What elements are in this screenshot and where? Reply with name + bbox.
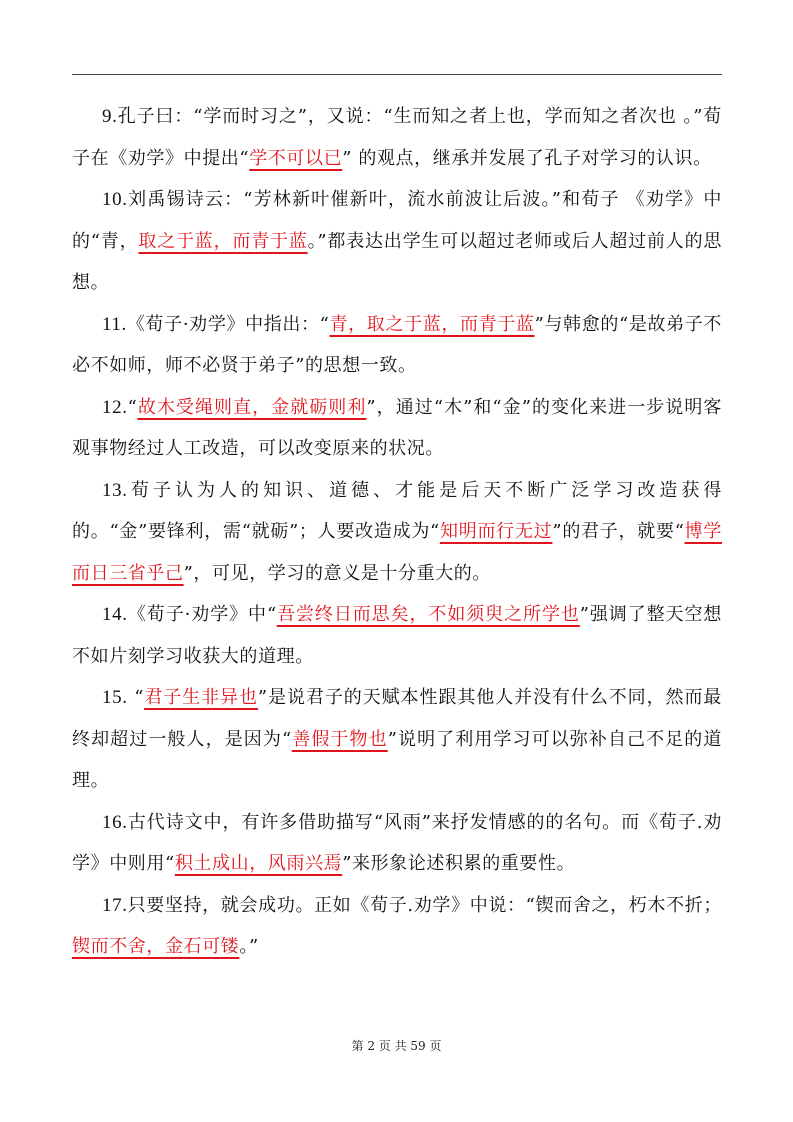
question-text: 孔子曰：“学而时习之”，又说：“生而知之者上也，学而知之者次也 。”荀子在《劝学》中提出“ — [72, 106, 722, 169]
question-number: 14. — [102, 604, 128, 625]
question-text: “ — [127, 396, 138, 418]
question-text: ”的君子，就要“ — [552, 521, 685, 542]
question-number: 15. — [102, 687, 128, 708]
question-item — [72, 387, 722, 470]
question-item — [72, 179, 722, 304]
question-text: 。”都表达出学生可以超过老师或后人超过前人的思想。 — [72, 230, 722, 293]
question-number: 17. — [102, 894, 128, 916]
question-number: 9. — [102, 106, 118, 127]
question-text: 荀子认为人的知识、道德、才能是后天不断广泛学习改造获得的。“金”要锋利，需“就砺”；人要改造成为“ — [72, 479, 722, 542]
question-item — [72, 96, 722, 179]
question-text: ”是说君子的天赋本性跟其他人并没有什么不同，然而最终却超过一般人，是因为“ — [72, 687, 722, 750]
page-number: 第 2 页 共 59 页 — [351, 1039, 442, 1053]
question-text: ”，可见，学习的意义是十分重大的。 — [183, 562, 492, 584]
answer-text: 吾尝终日而思矣，不如须臾之所学也 — [276, 604, 580, 625]
question-item — [72, 470, 722, 595]
header-rule — [72, 74, 722, 75]
document-body — [72, 96, 722, 968]
question-text: ”来形象论述积累的重要性。 — [342, 853, 576, 874]
answer-text: 学不可以已 — [249, 147, 343, 169]
question-item — [72, 304, 722, 387]
question-text: ”，通过“木”和“金”的变化来进一步说明客观事物经过人工改造，可以改变原来的状况。 — [72, 396, 723, 459]
answer-text: 取之于蓝，而青于蓝 — [138, 230, 308, 252]
question-text: “ — [127, 687, 145, 708]
answer-text: 知明而行无过 — [439, 521, 553, 542]
question-text: 《荀子·劝学》中指出：“ — [126, 313, 330, 335]
answer-text: 君子生非异也 — [144, 687, 258, 708]
question-number: 11. — [102, 313, 127, 335]
question-item — [72, 594, 722, 677]
question-text: 。” — [239, 936, 259, 957]
question-number: 10. — [102, 189, 128, 210]
question-number: 12. — [102, 396, 128, 418]
answer-text: 积土成山，风雨兴焉 — [174, 853, 343, 874]
question-text: ”说明了利用学习可以弥补自己不足的道理。 — [72, 728, 722, 791]
question-item — [72, 885, 722, 968]
question-text: ”强调了整天空想不如片刻学习收获大的道理。 — [72, 604, 722, 667]
question-number: 13. — [102, 479, 128, 501]
question-number: 16. — [102, 811, 128, 833]
question-text: 古代诗文中，有许多借助描写“风雨”来抒发情感的的名句。而《荀子.劝学》中则用“ — [72, 811, 722, 874]
answer-text: 青，取之于蓝，而青于蓝 — [329, 313, 535, 335]
answer-text: 故木受绳则直，金就砺则利 — [137, 396, 367, 418]
question-text: ”与韩愈的“是故弟子不必不如师，师不必贤于弟子”的思想一致。 — [72, 313, 722, 376]
answer-text: 善假于物也 — [291, 728, 388, 750]
question-item — [72, 677, 722, 802]
question-text: 只要坚持，就会成功。正如《荀子.劝学》中说：“锲而舍之，朽木不折； — [127, 894, 722, 916]
answer-text: 博学而日三省乎己 — [72, 521, 722, 584]
answer-text: 锲而不舍，金石可镂 — [72, 936, 240, 957]
question-text: 刘禹锡诗云：“芳林新叶催新叶，流水前波让后波。”和荀子 《劝学》中的“青， — [72, 189, 722, 252]
question-item — [72, 802, 722, 885]
question-text: 《荀子·劝学》中“ — [127, 604, 277, 625]
question-text: ” 的观点，继承并发展了孔子对学习的认识。 — [342, 147, 712, 169]
